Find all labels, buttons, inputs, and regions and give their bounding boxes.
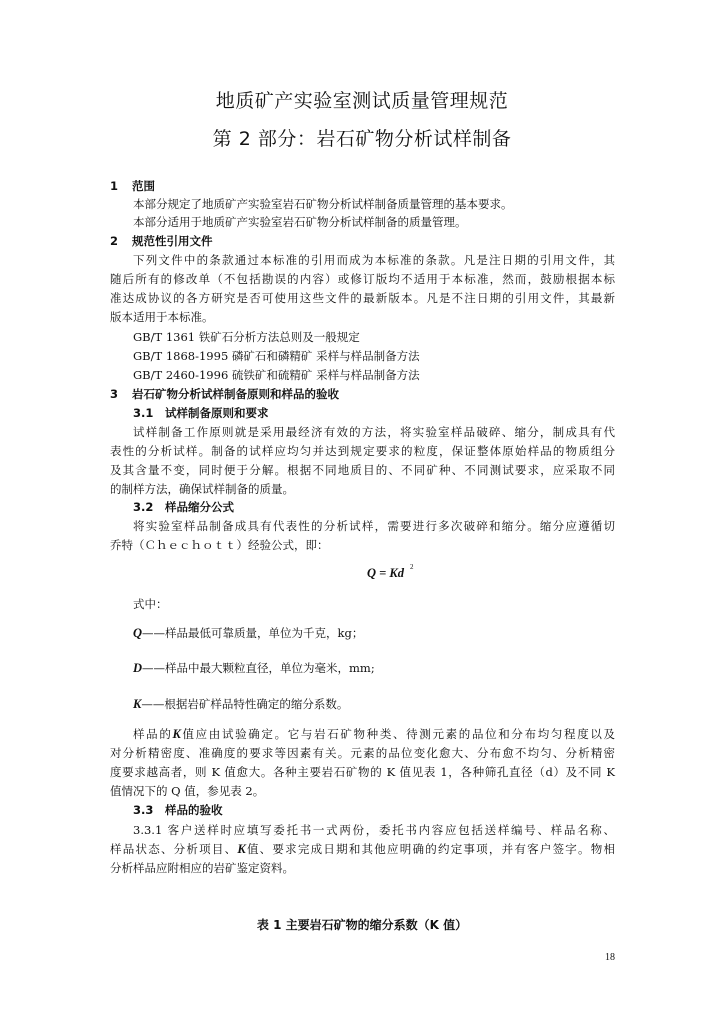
paragraph-line <box>133 726 615 742</box>
section-number: 3 <box>110 387 119 401</box>
definition-d <box>133 660 375 676</box>
document-title: 地质矿产实验室测试质量管理规范 <box>215 90 509 112</box>
section-3-heading <box>110 386 339 402</box>
reference-item: GB/T 2460-1996 硫铁矿和硫精矿 采样与样品制备方法 <box>133 368 420 382</box>
text-run: 值、要求完成日期和其他应明确的约定事项，并有客户签字。物相 <box>245 842 616 856</box>
reference-item: GB/T 1868-1995 磷矿石和磷精矿 采样与样品制备方法 <box>133 349 420 363</box>
section-1-heading <box>110 178 155 194</box>
subsection-title: 试样制备原则和要求 <box>165 406 269 420</box>
definition-text: ——样品最低可靠质量，单位为千克，kg； <box>142 626 364 640</box>
section-number: 1 <box>110 179 119 193</box>
text-run: 值应由试验确定。它与岩石矿物种类、待测元素的品位和分布均匀程度以及 <box>180 727 616 741</box>
subsection-3-1-heading <box>133 405 269 421</box>
paragraph-line: 将实验室样品制备成具有代表性的分析试样，需要进行多次破碎和缩分。缩分应遵循切 <box>133 519 615 533</box>
symbol: Q <box>133 626 143 640</box>
document-subtitle: 第 2 部分：岩石矿物分析试样制备 <box>212 128 512 150</box>
symbol: K <box>237 842 246 856</box>
symbol: K <box>133 697 142 711</box>
paragraph-line: 表性的分析试样。制备的试样应均匀并达到规定要求的粒度，保证整体原始样品的物质组分 <box>110 444 615 458</box>
page-number: 18 <box>605 952 615 963</box>
paragraph: 本部分适用于地质矿产实验室岩石矿物分析试样制备的质量管理。 <box>133 215 467 229</box>
text-run: 样品的 <box>133 727 173 741</box>
paragraph-line: 值情况下的 Q 值，参见表 2。 <box>110 784 265 798</box>
paragraph-line: 随后所有的修改单（不包括勘误的内容）或修订版均不适用于本标准，然而，鼓励根据本标 <box>110 272 615 286</box>
text-run: 样品状态、分析项目、 <box>110 842 238 856</box>
paragraph-line: 的制样方法，确保试样制备的质量。 <box>110 482 294 496</box>
subsection-3-2-heading <box>133 499 234 515</box>
definition-text: ——样品中最大颗粒直径，单位为毫米，mm; <box>142 661 375 675</box>
section-title: 范围 <box>132 179 155 193</box>
section-2-heading <box>110 233 213 249</box>
subsection-3-3-heading <box>133 802 223 818</box>
paragraph-line: 乔特（Ｃｈｅｃｈｏｔｔ）经验公式，即： <box>110 538 329 552</box>
paragraph-line: 度要求越高者，则 K 值愈大。各种主要岩石矿物的 K 值见表 1，各种筛孔直径（d）及不同 K <box>110 765 615 779</box>
paragraph-line: 对分析精密度、准确度的要求等因素有关。元素的品位变化愈大、分布愈不均匀、分析精密 <box>110 746 615 760</box>
definition-q <box>133 625 363 641</box>
paragraph-line <box>110 841 615 857</box>
table-caption: 表 1 主要岩石矿物的缩分系数（K 值） <box>256 918 468 932</box>
section-title: 规范性引用文件 <box>132 234 213 248</box>
paragraph-line: 准达成协议的各方研究是否可使用这些文件的最新版本。凡是不注日期的引用文件，其最新 <box>110 291 615 305</box>
paragraph-line: 分析样品应附相应的岩矿鉴定资料。 <box>110 861 294 875</box>
formula <box>367 563 414 581</box>
paragraph-line: 版本适用于本标准。 <box>110 310 214 324</box>
subsection-number: 3.3 <box>133 803 154 817</box>
paragraph-line: 3.3.1 客户送样时应填写委托书一式两份，委托书内容应包括送样编号、样品名称、 <box>133 823 615 837</box>
subsection-number: 3.1 <box>133 406 154 420</box>
where-label: 式中： <box>133 597 168 611</box>
reference-item: GB/T 1361 铁矿石分析方法总则及一般规定 <box>133 330 360 344</box>
formula-exponent: 2 <box>410 563 414 571</box>
symbol: K <box>172 727 181 741</box>
paragraph-line: 下列文件中的条款通过本标准的引用而成为本标准的条款。凡是注日期的引用文件，其 <box>133 253 615 267</box>
paragraph-line: 试样制备工作原则就是采用最经济有效的方法，将实验室样品破碎、缩分，制成具有代 <box>133 425 615 439</box>
definition-text: ——根据岩矿样品特性确定的缩分系数。 <box>141 697 349 711</box>
section-number: 2 <box>110 234 119 248</box>
definition-k <box>133 696 348 712</box>
subsection-title: 样品缩分公式 <box>165 500 234 514</box>
section-title: 岩石矿物分析试样制备原则和样品的验收 <box>132 387 339 401</box>
formula-body: Q = Kd <box>367 566 404 581</box>
subsection-title: 样品的验收 <box>165 803 223 817</box>
subsection-number: 3.2 <box>133 500 154 514</box>
paragraph: 本部分规定了地质矿产实验室岩石矿物分析试样制备质量管理的基本要求。 <box>133 197 513 211</box>
symbol: D <box>133 661 143 675</box>
paragraph-line: 及其含量不变，同时便于分解。根据不同地质目的、不同矿种、不同测试要求，应采取不同 <box>110 463 615 477</box>
